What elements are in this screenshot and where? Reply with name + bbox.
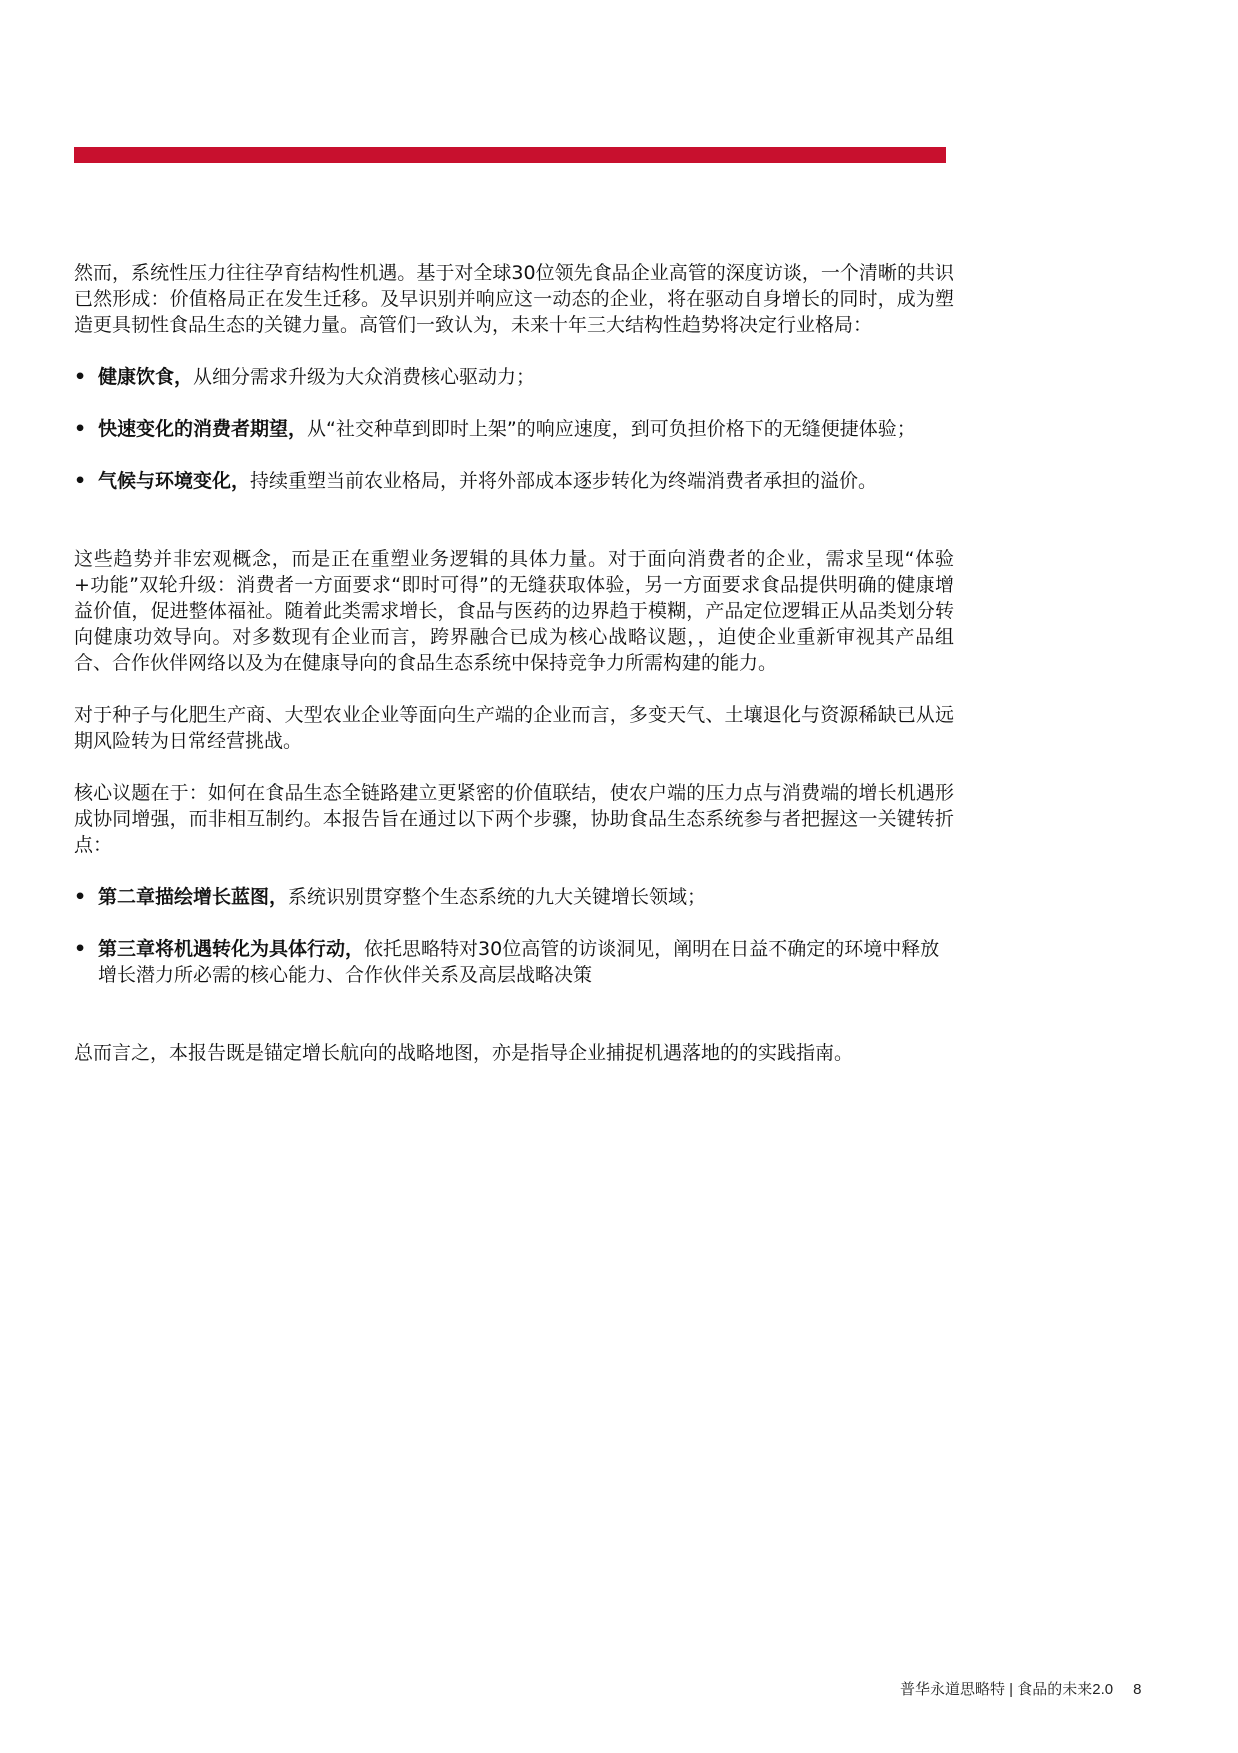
steps-list <box>74 884 954 988</box>
trend-text: 从“社交种草到即时上架”的响应速度，到可负担价格下的无缝便捷体验； <box>307 418 916 440</box>
intro-paragraph: 然而，系统性压力往往孕育结构性机遇。基于对全球30位领先食品企业高管的深度访谈，一个清晰的共识已然形成：价值格局正在发生迁移。及早识别并响应这一动态的企业，将在驱动自身增长的同时，成为塑造更具韧性食品生态的关键力量。高管们一致认为，未来十年三大结构性趋势将决定行业格局： <box>74 262 954 336</box>
producer-paragraph: 对于种子与化肥生产商、大型农业企业等面向生产端的企业而言，多变天气、土壤退化与资源稀缺已从远期风险转为日常经营挑战。 <box>74 704 954 752</box>
header-accent-bar <box>74 147 946 163</box>
list-item <box>74 884 954 910</box>
step-title: 第三章将机遇转化为具体行动， <box>98 938 365 960</box>
list-item <box>74 416 954 442</box>
step-text: 系统识别贯穿整个生态系统的九大关键增长领域； <box>288 886 707 908</box>
bullet-marker: • <box>74 366 87 388</box>
conclusion-paragraph: 总而言之，本报告既是锚定增长航向的战略地图，亦是指导企业捕捉机遇落地的的实践指南。 <box>74 1042 854 1064</box>
list-item <box>74 936 954 988</box>
page-footer <box>900 1678 1162 1702</box>
bullet-marker: • <box>74 938 87 960</box>
step-text: 依托思略特对30位高管的访谈洞见，阐明在日益不确定的环境中释放增长潜力所必需的核心能力、合作伙伴关系及高层战略决策 <box>98 938 940 986</box>
step-title: 第二章描绘增长蓝图， <box>98 886 289 908</box>
bullet-marker: • <box>74 886 87 908</box>
trend-title: 健康饮食， <box>98 366 194 388</box>
footer-publication: 普华永道思略特 | 食品的未来2.0 <box>900 1681 1114 1698</box>
trends-list <box>74 364 954 494</box>
list-item <box>74 364 954 390</box>
page-number: 8 <box>1133 1681 1142 1698</box>
trend-title: 快速变化的消费者期望， <box>98 418 308 440</box>
trend-text: 从细分需求升级为大众消费核心驱动力； <box>193 366 536 388</box>
trends-explanation-paragraph: 这些趋势并非宏观概念，而是正在重塑业务逻辑的具体力量。对于面向消费者的企业，需求呈现“体验+功能”双轮升级：消费者一方面要求“即时可得”的无缝获取体验，另一方面要求食品提供明确的健康增益价值，促进整体福祉。随着此类需求增长，食品与医药的边界趋于模糊，产品定位逻辑正从品类划分转向健康功效导向。对多数现有企业而言，跨界融合已成为核心战略议题，，迫使企业重新审视其产品组合、合作伙伴网络以及为在健康导向的食品生态系统中保持竞争力所需构建的能力。 <box>74 548 954 674</box>
bullet-marker: • <box>74 418 87 440</box>
core-issue-paragraph: 核心议题在于：如何在食品生态全链路建立更紧密的价值联结，使农户端的压力点与消费端的增长机遇形成协同增强，而非相互制约。本报告旨在通过以下两个步骤，协助食品生态系统参与者把握这一关键转折点： <box>74 782 954 856</box>
trend-text: 持续重塑当前农业格局，并将外部成本逐步转化为终端消费者承担的溢价。 <box>250 470 878 492</box>
main-content <box>74 260 954 1066</box>
list-item <box>74 468 954 494</box>
trend-title: 气候与环境变化， <box>98 470 251 492</box>
bullet-marker: • <box>74 470 87 492</box>
